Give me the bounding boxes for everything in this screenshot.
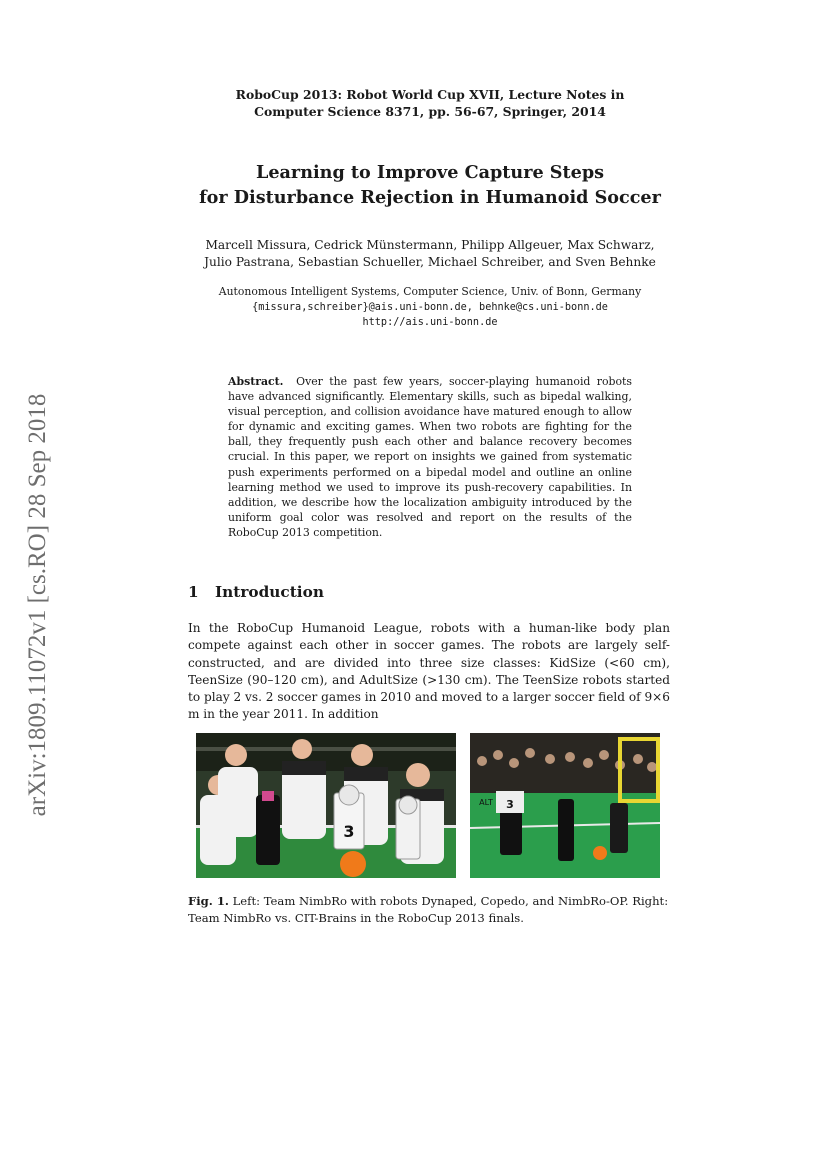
section-title: Introduction <box>215 583 324 601</box>
figure-right-photo <box>470 733 660 878</box>
section-heading <box>188 583 324 601</box>
authors-line-1: Marcell Missura, Cedrick Münstermann, Philipp Allgeuer, Max Schwarz, <box>205 238 655 252</box>
caption-text: Left: Team NimbRo with robots Dynaped, Copedo, and NimbRo-OP. Right: Team NimbRo vs. CIT-Brains in the RoboCup 2013 finals. <box>188 894 669 925</box>
right-robot-jersey: 3 <box>506 798 514 811</box>
figure-left-photo <box>196 733 456 878</box>
authors-line-2: Julio Pastrana, Sebastian Schueller, Michael Schreiber, and Sven Behnke <box>204 255 656 269</box>
affiliation-block <box>150 284 710 331</box>
section-number: 1 <box>188 583 199 601</box>
intro-paragraph: In the RoboCup Humanoid League, robots with a human-like body plan compete against each other in soccer games. The robots are largely self-constructed, and are divided into three size classes: KidSize (<60 cm), TeenSize (90–120 cm), and AdultSize (>130 cm). The TeenSize robots started to play 2 vs. 2 soccer games in 2010 and moved to a larger soccer field of 9×6 m in the year 2011. In addition <box>188 621 670 722</box>
affiliation-url[interactable]: http://ais.uni-bonn.de <box>362 317 498 328</box>
title-line-2: for Disturbance Rejection in Humanoid Soccer <box>199 187 661 208</box>
title-line-1: Learning to Improve Capture Steps <box>255 162 605 183</box>
abstract-text: Over the past few years, soccer-playing humanoid robots have advanced significantly. Elementary skills, such as bipedal walking, visual perception, and collision avoidance have matured enough to allow for dynamic and exciting games. When two robots are fighting for the ball, they frequently push each other and balance recovery becomes crucial. In this paper, we report on insights we gained from systematic push experiments performed on a bipedal model and outline an online learning method we used to improve its push-recovery capabilities. In addition, we describe how the localization ambiguity introduced by the uniform goal color was resolved and report on the results of the RoboCup 2013 competition. <box>228 375 632 539</box>
venue-line-2: Computer Science 8371, pp. 56-67, Springer, 2014 <box>254 104 606 119</box>
affiliation: Autonomous Intelligent Systems, Computer Science, Univ. of Bonn, Germany <box>218 285 642 298</box>
team-photo-illustration <box>196 733 456 878</box>
figure-caption <box>188 893 673 926</box>
left-robot-jersey: 3 <box>343 822 355 841</box>
abstract-label: Abstract. <box>228 375 284 388</box>
abstract <box>228 374 632 540</box>
venue-header <box>150 86 710 120</box>
right-robot-tag: ALT <box>479 798 493 807</box>
arxiv-identifier: arXiv:1809.11072v1 [cs.RO] 28 Sep 2018 <box>24 393 51 817</box>
author-emails: {missura,schreiber}@ais.uni-bonn.de, behnke@cs.uni-bonn.de <box>252 301 608 313</box>
match-photo-illustration <box>470 733 660 878</box>
paper-title <box>150 160 710 210</box>
figure-label: Fig. 1. <box>188 894 229 908</box>
author-list <box>150 237 710 271</box>
venue-line-1: RoboCup 2013: Robot World Cup XVII, Lecture Notes in <box>235 87 625 102</box>
